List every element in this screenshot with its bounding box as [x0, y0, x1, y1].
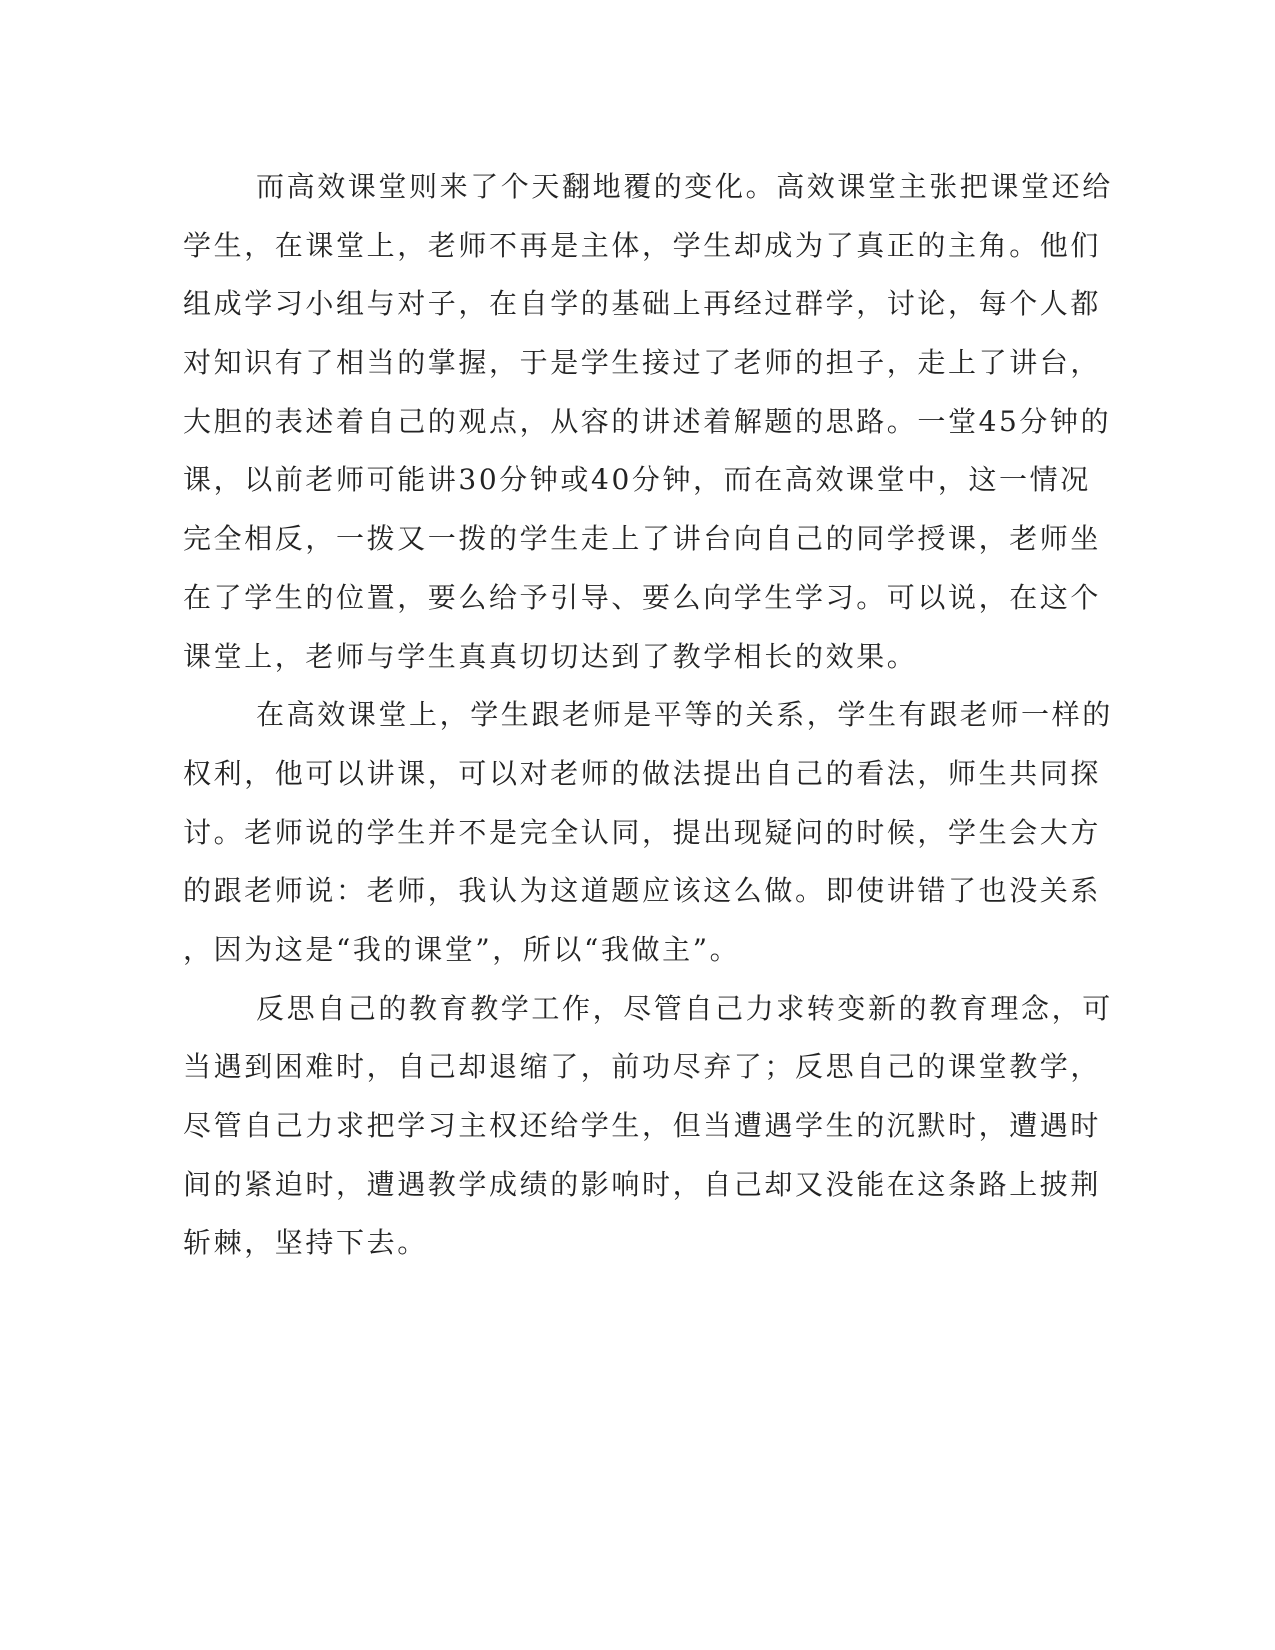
paragraph-line: 权利，他可以讲课，可以对老师的做法提出自己的看法，师生共同探 — [183, 756, 1102, 790]
paragraph-line: 大胆的表述着自己的观点，从容的讲述着解题的思路。一堂45分钟的 — [183, 404, 1112, 438]
paragraph-line: 反思自己的教育教学工作，尽管自己力求转变新的教育理念，可 — [256, 991, 1113, 1025]
paragraph-line: 讨。老师说的学生并不是完全认同，提出现疑问的时候，学生会大方 — [183, 815, 1102, 849]
paragraph-3 — [183, 980, 1113, 1273]
paragraph-2 — [183, 686, 1113, 979]
paragraph-line: ，因为这是“我的课堂”，所以“我做主”。 — [183, 932, 741, 966]
paragraph-line: 课，以前老师可能讲30分钟或40分钟，而在高效课堂中，这一情况 — [183, 463, 1091, 497]
paragraph-line: 学生，在课堂上，老师不再是主体，学生却成为了真正的主角。他们 — [183, 228, 1102, 262]
paragraph-line: 组成学习小组与对子，在自学的基础上再经过群学，讨论，每个人都 — [183, 287, 1102, 321]
paragraph-line: 在高效课堂上，学生跟老师是平等的关系，学生有跟老师一样的 — [256, 698, 1113, 732]
paragraph-1 — [183, 158, 1113, 686]
paragraph-line: 课堂上，老师与学生真真切切达到了教学相长的效果。 — [183, 639, 918, 673]
document-body — [183, 158, 1113, 1273]
paragraph-line: 完全相反，一拨又一拨的学生走上了讲台向自己的同学授课，老师坐 — [183, 522, 1102, 556]
paragraph-line: 斩棘，坚持下去。 — [183, 1226, 428, 1260]
paragraph-line: 当遇到困难时，自己却退缩了，前功尽弃了；反思自己的课堂教学， — [183, 1050, 1102, 1084]
paragraph-line: 而高效课堂则来了个天翻地覆的变化。高效课堂主张把课堂还给 — [256, 170, 1113, 203]
paragraph-line: 在了学生的位置，要么给予引导、要么向学生学习。可以说，在这个 — [183, 580, 1102, 614]
paragraph-line: 间的紧迫时，遭遇教学成绩的影响时，自己却又没能在这条路上披荆 — [183, 1167, 1102, 1201]
paragraph-line: 尽管自己力求把学习主权还给学生，但当遭遇学生的沉默时，遭遇时 — [183, 1109, 1102, 1142]
paragraph-line: 的跟老师说：老师，我认为这道题应该这么做。即使讲错了也没关系 — [183, 874, 1102, 908]
paragraph-line: 对知识有了相当的掌握，于是学生接过了老师的担子，走上了讲台， — [183, 346, 1102, 380]
